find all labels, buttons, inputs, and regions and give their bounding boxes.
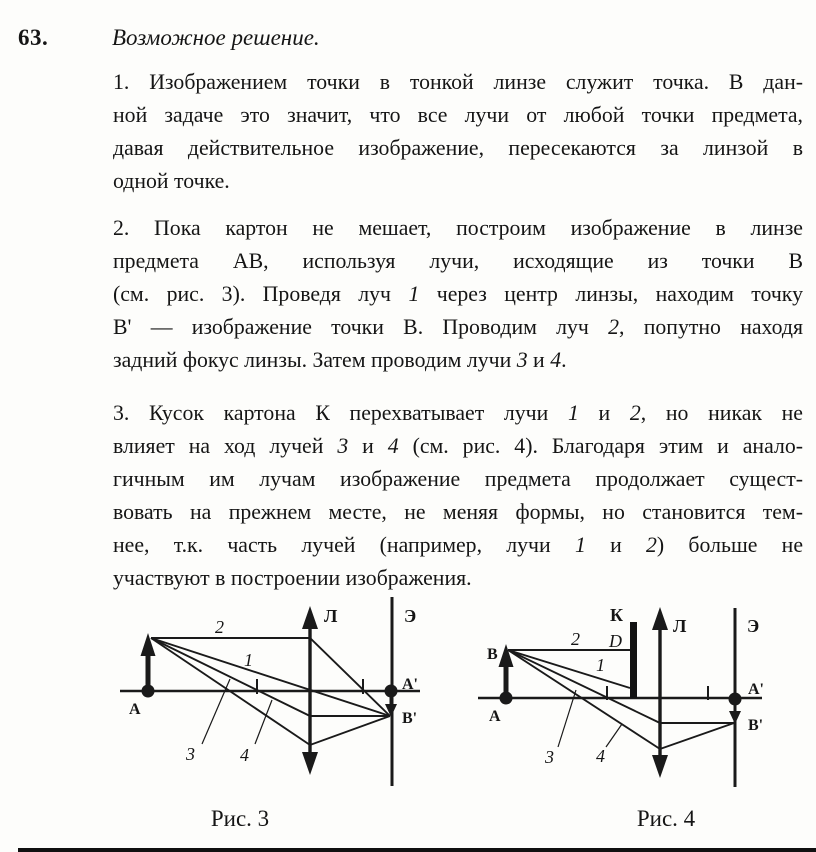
fig4-point-b-label: В (487, 646, 498, 663)
text-line: (см. рис. 3). Проведя луч 1 через центр линзы, находим точку (113, 282, 803, 306)
paragraph-1 (113, 66, 803, 198)
fig4-object-arrowhead (499, 644, 514, 667)
fig3-leader-ray4 (255, 700, 272, 744)
fig3-screen-label: Э (404, 606, 417, 626)
solution-title: Возможное решение. (112, 25, 320, 50)
fig4-ray-4 (508, 650, 734, 749)
fig3-lens-top-arrowhead (302, 606, 318, 629)
paragraph-3 (113, 397, 803, 595)
figure-4-ray-diagram (450, 592, 810, 804)
fig3-ray2-label: 2 (215, 617, 224, 637)
fig3-image-b-label: В' (402, 710, 418, 727)
fig3-lens-bottom-arrowhead (302, 752, 318, 775)
text-line: гичным им лучам изображение предмета продолжает сущест- (113, 467, 803, 491)
fig4-leader-ray4 (606, 724, 622, 747)
text-line: В' — изображение точки В. Проводим луч 2, попутно находя (113, 315, 803, 339)
fig4-cardboard (630, 622, 637, 698)
fig4-cardboard-label: К (610, 605, 624, 625)
fig4-ray2-label: 2 (571, 629, 580, 649)
figure-3-caption: Рис. 3 (210, 806, 270, 831)
fig4-cardboard-d-label: D (609, 631, 622, 651)
fig4-lens-top-arrowhead (652, 607, 668, 630)
figure-4-caption: Рис. 4 (636, 806, 696, 831)
text-line: 3. Кусок картона К перехватывает лучи 1 и 2, но никак не (113, 401, 803, 425)
fig4-ray-1 (508, 650, 630, 688)
fig4-ray3-label: 3 (545, 747, 554, 767)
fig3-leader-ray3 (202, 679, 230, 744)
fig4-screen-label: Э (747, 616, 760, 636)
fig4-ray4-label: 4 (596, 746, 605, 766)
text-line: участвуют в построении изображения. (113, 566, 472, 590)
fig4-lens-label: Л (673, 616, 687, 636)
text-line: задний фокус линзы. Затем проводим лучи 3 и 4. (113, 348, 567, 372)
fig4-image-b-label: В' (748, 717, 764, 734)
fig3-ray4-label: 4 (240, 745, 249, 765)
fig3-image-a-label: А' (402, 676, 418, 693)
page-bottom-border (18, 848, 816, 852)
text-line: влияет на ход лучей 3 и 4 (см. рис. 4). Благодаря этим и анало- (113, 434, 803, 458)
text-line: давая действительное изображение, пересекаются за линзой в (113, 136, 803, 160)
fig3-ray1-label: 1 (244, 650, 253, 670)
text-line: предмета АВ, используя лучи, исходящие из точки В (113, 249, 803, 273)
fig3-ray3-label: 3 (186, 744, 195, 764)
paragraph-2 (113, 212, 803, 377)
fig4-image-a-label: А' (748, 681, 764, 698)
text-line: 1. Изображением точки в тонкой линзе служит точка. В дан- (113, 70, 803, 94)
fig4-ray1-label: 1 (596, 655, 605, 675)
text-line: ной задаче это значит, что все лучи от любой точки предмета, (113, 103, 803, 127)
fig4-point-a-label: А (489, 708, 501, 725)
problem-number: 63. (18, 25, 49, 50)
fig3-point-a-label: А (129, 701, 141, 718)
fig4-lens-bottom-arrowhead (652, 755, 668, 778)
fig3-object-arrowhead (141, 633, 156, 656)
text-line: вовать на прежнем месте, не меняя формы, но становится тем- (113, 500, 803, 524)
text-line: нее, т.к. часть лучей (например, лучи 1 и 2) больше не (113, 533, 803, 557)
text-line: 2. Пока картон не мешает, построим изображение в линзе (113, 216, 803, 240)
figure-3-ray-diagram (95, 592, 445, 804)
fig3-lens-label: Л (324, 606, 338, 626)
text-line: одной точке. (113, 169, 230, 193)
